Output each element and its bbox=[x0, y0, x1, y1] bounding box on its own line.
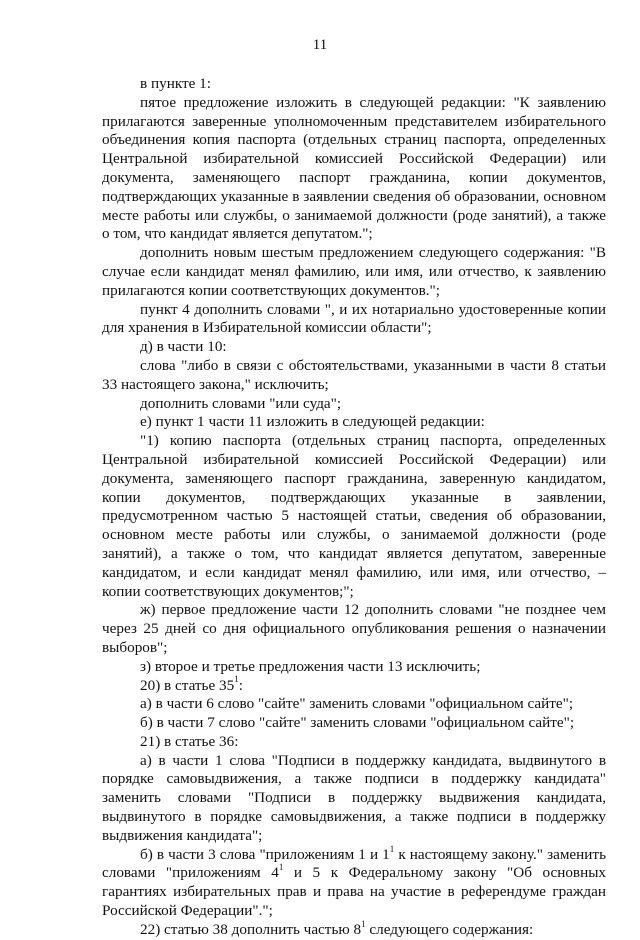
text-span: и 5 к Федеральному закону "Об основных гарантиях избирательных прав и права на участие в референдуме граждан Российской Федерации"."; bbox=[102, 864, 607, 920]
paragraph: з) второе и третье предложения части 13 исключить; bbox=[140, 657, 481, 675]
paragraph: ж) первое предложение части 12 дополнить словами "не позднее чем через 25 дней со дня официального опубликования решения о назначении выборов"; bbox=[102, 601, 606, 656]
paragraph: б) в части 7 слово "сайте" заменить словами "официальном сайте"; bbox=[140, 714, 575, 732]
text-span: 20) в статье 35 bbox=[140, 676, 235, 694]
text-span: : bbox=[238, 676, 243, 694]
page-number: 11 bbox=[312, 37, 328, 53]
paragraph-article-38 bbox=[102, 918, 606, 940]
text-span: к настоящему закону." заменить словами "приложениям 4 bbox=[102, 845, 606, 882]
paragraph: е) пункт 1 части 11 изложить в следующей редакции: bbox=[140, 413, 485, 431]
paragraph: дополнить новым шестым предложением следующего содержания: "В случае если кандидат менял фамилию, или имя, или отчество, к заявлению прилагаются копии соответствующих документов."; bbox=[102, 244, 606, 299]
paragraph: пятое предложение изложить в следующей редакции: "К заявлению прилагаются заверенные уполномоченным представителем избирательного объединения копия паспорта (отдельных страниц паспорта, определенных Центральной избирательной комиссией Российской Федерации) или документа, заменяющего паспорт гражданина, копии документов, подтверждающих указанные в заявлении сведения об образовании, основном месте работы или службы, о занимаемой должности (роде занятий), а также о том, что кандидат является депутатом."; bbox=[102, 93, 606, 243]
superscript: 1 bbox=[278, 862, 284, 873]
paragraph-part-3 bbox=[102, 843, 607, 921]
paragraph: д) в части 10: bbox=[140, 338, 227, 356]
superscript: 1 bbox=[361, 918, 366, 929]
paragraph: a) в части 6 слово "сайте" заменить словами "официальном сайте"; bbox=[140, 695, 574, 713]
paragraph: в пункте 1: bbox=[140, 75, 211, 92]
paragraph: дополнить словами "или суда"; bbox=[140, 394, 342, 412]
text-span: следующего содержания: bbox=[365, 920, 534, 938]
document-body bbox=[102, 75, 606, 940]
text-span: 22) статью 38 дополнить частью 8 bbox=[140, 920, 362, 938]
paragraph: "1) копию паспорта (отдельных страниц паспорта, определенных Центральной избирательной комиссией Российской Федерации) или документа, заменяющего паспорт гражданина, заверенную кандидатом, копии документов, подтверждающих указанные в заявлении, предусмотренном частью 5 настоящей статьи, сведения об образовании, основном месте работы или службы, о занимаемой должности (роде занятий), а также о том, что кандидат является депутатом, заверенные кандидатом, и если кандидат менял фамилию, или имя, или отчество, – копии соответствующих документов;"; bbox=[102, 432, 606, 600]
superscript: 1 bbox=[234, 674, 239, 685]
paragraph-article-35-1 bbox=[102, 674, 606, 696]
paragraph: а) в части 1 слова "Подписи в поддержку кандидата, выдвинутого в порядке самовыдвижения, а также подписи в поддержку кандидата" заменить словами "Подписи в поддержку выдвижения кандидата, выдвинутого в порядке самовыдвижения, а также подписи в поддержку выдвижения кандидата"; bbox=[102, 751, 606, 844]
paragraph: слова "либо в связи с обстоятельствами, указанными в части 8 статьи 33 настоящего закона," исключить; bbox=[102, 356, 606, 393]
paragraph: 21) в статье 36: bbox=[140, 732, 239, 750]
text-span: б) в части 3 слова "приложениям 1 и 1 bbox=[140, 845, 390, 863]
superscript: 1 bbox=[389, 843, 395, 854]
paragraph: пункт 4 дополнить словами ", и их нотариально удостоверенные копии для хранения в Избирательной комиссии области"; bbox=[102, 300, 606, 337]
